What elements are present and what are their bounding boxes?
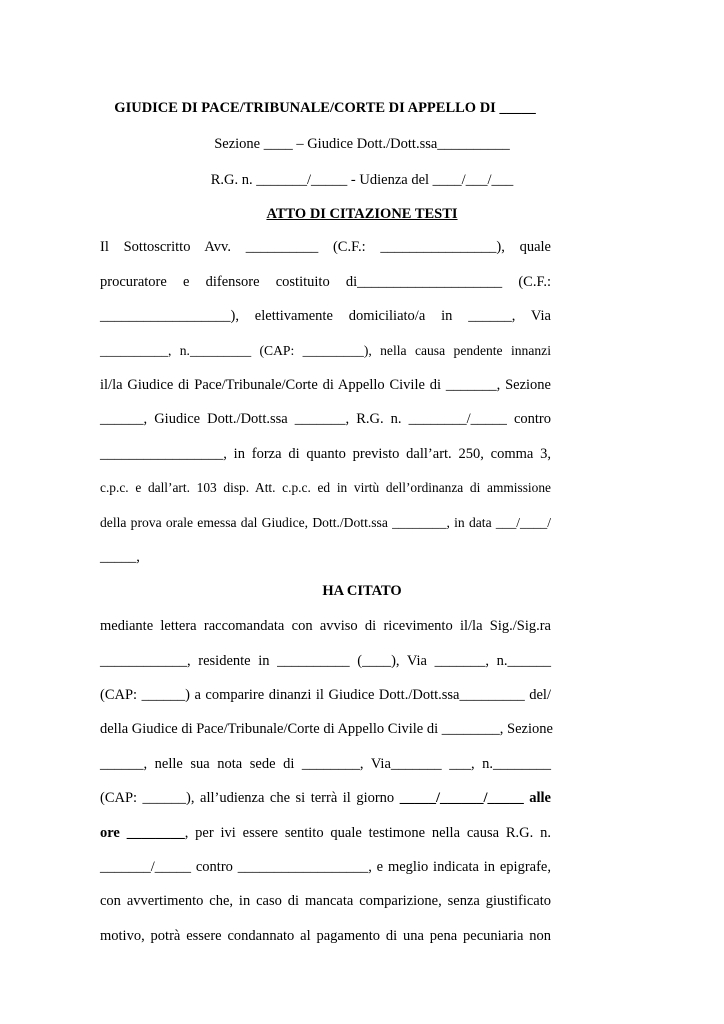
paragraph-line: il/la Giudice di Pace/Tribunale/Corte di Appello Civile di _______, Sezione: [100, 377, 551, 393]
paragraph-line: ______, nelle sua nota sede di ________, Via_______ ___, n.________: [100, 756, 551, 772]
line-text: (CAP: ______), all’udienza che si terrà il giorno: [100, 790, 400, 806]
paragraph-line: Il Sottoscritto Avv. __________ (C.F.: ________________), quale: [100, 239, 551, 255]
paragraph-line: motivo, potrà essere condannato al pagamento di una pena pecuniaria non: [100, 928, 551, 944]
paragraph-line: (CAP: ______) a comparire dinanzi il Giudice Dott./Dott.ssa_________ del/: [100, 687, 551, 703]
cited-heading: HA CITATO: [322, 583, 402, 599]
paragraph-line: ____________, residente in __________ (____), Via _______, n.______: [100, 653, 551, 669]
section-line: Sezione ____ – Giudice Dott./Dott.ssa__________: [214, 136, 510, 152]
paragraph-line: ______, Giudice Dott./Dott.ssa _______, R.G. n. ________/_____ contro: [100, 411, 551, 427]
paragraph-line: c.p.c. e dall’art. 103 disp. Att. c.p.c. ed in virtù dell’ordinanza di ammissione: [100, 480, 551, 495]
paragraph-line: della prova orale emessa dal Giudice, Dott./Dott.ssa ________, in data ___/____/: [100, 515, 551, 530]
document-title: ATTO DI CITAZIONE TESTI: [266, 206, 458, 222]
rg-hearing-line: R.G. n. _______/_____ - Udienza del ____/___/___: [210, 172, 514, 188]
paragraph-line: con avvertimento che, in caso di mancata comparizione, senza giustificato: [100, 893, 551, 909]
line-text: , per ivi essere sentito quale testimone nella causa R.G. n.: [184, 825, 551, 841]
paragraph-line: [100, 789, 551, 807]
paragraph-line: mediante lettera raccomandata con avviso di ricevimento il/la Sig./Sig.ra: [100, 618, 551, 634]
paragraph-line: della Giudice di Pace/Tribunale/Corte di Appello Civile di ________, Sezione: [100, 721, 553, 737]
paragraph-line: procuratore e difensore costituito di____________________ (C.F.:: [100, 274, 551, 290]
paragraph-line: __________________), elettivamente domiciliato/a in ______, Via: [100, 308, 551, 324]
paragraph-line: __________, n._________ (CAP: _________), nella causa pendente innanzi: [100, 343, 551, 358]
paragraph-line: _________________, in forza di quanto previsto dall’art. 250, comma 3,: [100, 446, 551, 462]
court-header: GIUDICE DI PACE/TRIBUNALE/CORTE DI APPELLO DI _____: [114, 100, 536, 116]
hearing-date-bold: _____/______/_____ alle: [399, 790, 551, 806]
paragraph-line: _____,: [100, 549, 140, 565]
hearing-time-bold: ore ________: [100, 825, 185, 841]
paragraph-line: [100, 824, 551, 842]
paragraph-line: _______/_____ contro __________________, e meglio indicata in epigrafe,: [100, 859, 551, 875]
